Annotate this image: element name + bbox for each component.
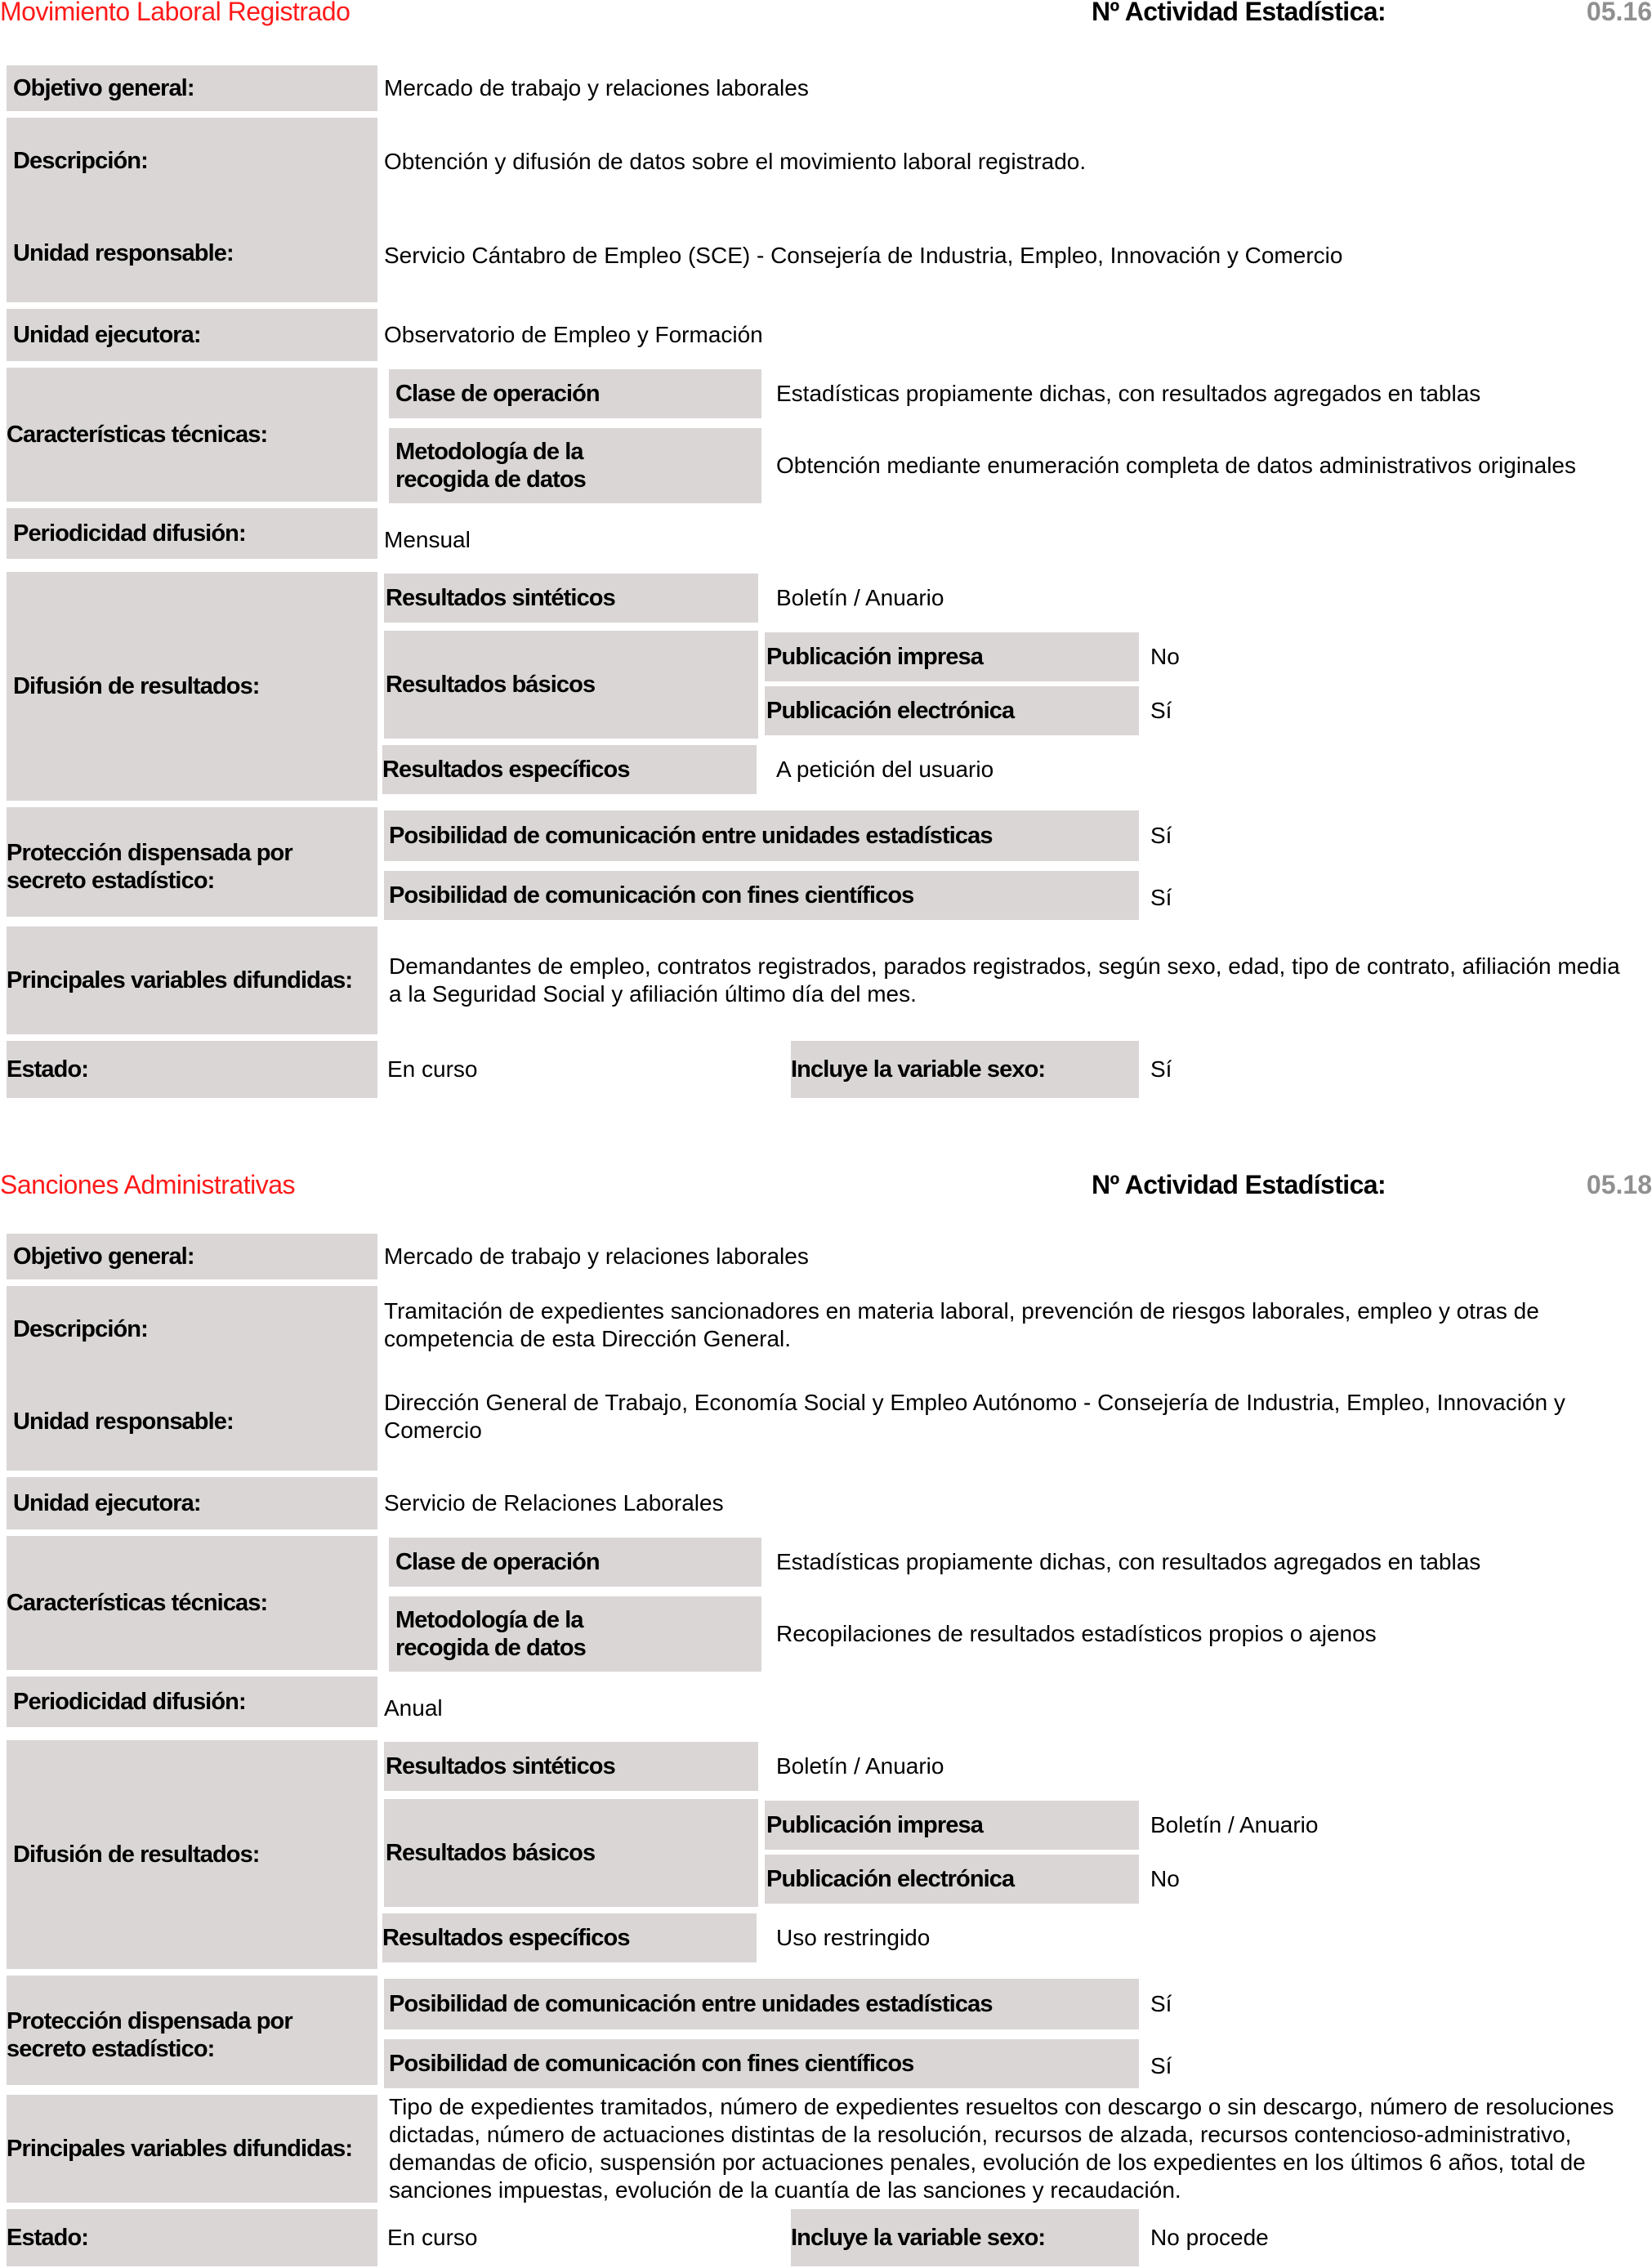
com-cientificos-label: Posibilidad de comunicación con fines científicos bbox=[384, 2039, 1139, 2088]
metodologia-label: Metodología de la recogida de datos bbox=[389, 1596, 761, 1672]
com-unidades-value: Sí bbox=[1150, 823, 1172, 848]
difusion-label: Difusión de resultados: bbox=[7, 572, 377, 801]
estado-label: Estado: bbox=[7, 2209, 377, 2266]
descripcion-value: Obtención y difusión de datos sobre el movimiento laboral registrado. bbox=[384, 149, 1087, 174]
activity-number: 05.16 bbox=[1586, 0, 1652, 26]
clase-operacion-value: Estadísticas propiamente dichas, con resultados agregados en tablas bbox=[776, 381, 1481, 406]
responsable-label: Unidad responsable: bbox=[7, 1373, 377, 1471]
estado-value: En curso bbox=[387, 1056, 478, 1082]
metodologia-value: Obtención mediante enumeración completa de datos administrativos originales bbox=[776, 453, 1576, 478]
responsable-label: Unidad responsable: bbox=[7, 204, 377, 302]
basicos-label: Resultados básicos bbox=[384, 1799, 758, 1907]
especificos-value: Uso restringido bbox=[776, 1925, 931, 1950]
variables-label: Principales variables difundidas: bbox=[7, 2095, 377, 2203]
metodologia-value: Recopilaciones de resultados estadísticos propios o ajenos bbox=[776, 1621, 1377, 1646]
activity-number-label: Nº Actividad Estadística: bbox=[1092, 1170, 1386, 1199]
com-cientificos-label: Posibilidad de comunicación con fines científicos bbox=[384, 871, 1139, 920]
difusion-label: Difusión de resultados: bbox=[7, 1740, 377, 1969]
sinteticos-value: Boletín / Anuario bbox=[776, 1753, 944, 1779]
descripcion-label: Descripción: bbox=[7, 1286, 377, 1373]
ejecutora-value: Observatorio de Empleo y Formación bbox=[384, 322, 763, 347]
impresa-label: Publicación impresa bbox=[765, 1801, 1139, 1850]
objetivo-label: Objetivo general: bbox=[7, 65, 377, 111]
electronica-label: Publicación electrónica bbox=[765, 686, 1139, 735]
activity-number-label: Nº Actividad Estadística: bbox=[1092, 0, 1386, 26]
proteccion-label: Protección dispensada por secreto estadístico: bbox=[7, 1976, 377, 2085]
com-unidades-label: Posibilidad de comunicación entre unidades estadísticas bbox=[384, 810, 1139, 861]
estado-label: Estado: bbox=[7, 1041, 377, 1098]
especificos-label: Resultados específicos bbox=[382, 1913, 757, 1962]
descripcion-value: Tramitación de expedientes sancionadores en materia laboral, prevención de riesgos laborales, empleo y otras de competencia de esta Dirección General. bbox=[384, 1298, 1539, 1351]
objetivo-label: Objetivo general: bbox=[7, 1234, 377, 1279]
ejecutora-label: Unidad ejecutora: bbox=[7, 1477, 377, 1529]
sexo-label: Incluye la variable sexo: bbox=[791, 2209, 1139, 2266]
basicos-label: Resultados básicos bbox=[384, 631, 758, 739]
proteccion-label: Protección dispensada por secreto estadístico: bbox=[7, 807, 377, 917]
record-sanciones-administrativas bbox=[0, 1168, 1652, 2268]
sexo-value: Sí bbox=[1150, 1056, 1172, 1082]
electronica-label: Publicación electrónica bbox=[765, 1855, 1139, 1904]
impresa-value: No bbox=[1150, 644, 1180, 669]
metodologia-label: Metodología de la recogida de datos bbox=[389, 428, 761, 503]
electronica-value: No bbox=[1150, 1866, 1180, 1891]
periodicidad-label: Periodicidad difusión: bbox=[7, 508, 377, 559]
com-cientificos-value: Sí bbox=[1150, 885, 1172, 910]
ejecutora-value: Servicio de Relaciones Laborales bbox=[384, 1490, 724, 1516]
periodicidad-value: Mensual bbox=[384, 527, 471, 552]
com-unidades-value: Sí bbox=[1150, 1991, 1172, 2016]
sexo-value: No procede bbox=[1150, 2225, 1269, 2250]
record-title: Movimiento Laboral Registrado bbox=[0, 0, 350, 26]
objetivo-value: Mercado de trabajo y relaciones laborales bbox=[384, 75, 809, 100]
variables-value: Tipo de expedientes tramitados, número de expedientes resueltos con descargo o sin descargo, número de resoluciones dictadas, número de actuaciones distintas de la resolución, recursos de alzada, recursos contencioso-administrativo, demandas de oficio, suspensión por actuaciones penales, evolución de los expedientes en los últimos 6 años, total de sanciones impuestas, evolución de la cuantía de las sanciones y recaudación. bbox=[389, 2094, 1614, 2203]
responsable-value: Dirección General de Trabajo, Economía Social y Empleo Autónomo - Consejería de Industria, Empleo, Innovación y Comercio bbox=[384, 1390, 1565, 1443]
caracteristicas-label: Características técnicas: bbox=[7, 368, 377, 502]
variables-label: Principales variables difundidas: bbox=[7, 926, 377, 1034]
sinteticos-value: Boletín / Anuario bbox=[776, 585, 944, 610]
sexo-label: Incluye la variable sexo: bbox=[791, 1041, 1139, 1098]
com-cientificos-value: Sí bbox=[1150, 2053, 1172, 2078]
impresa-value: Boletín / Anuario bbox=[1150, 1812, 1319, 1837]
estado-value: En curso bbox=[387, 2225, 478, 2250]
variables-value: Demandantes de empleo, contratos registrados, parados registrados, según sexo, edad, tipo de contrato, afiliación media a la Seguridad Social y afiliación último día del mes. bbox=[389, 953, 1620, 1007]
ejecutora-label: Unidad ejecutora: bbox=[7, 309, 377, 361]
clase-operacion-label: Clase de operación bbox=[389, 1538, 761, 1587]
impresa-label: Publicación impresa bbox=[765, 632, 1139, 681]
record-title: Sanciones Administrativas bbox=[0, 1170, 296, 1199]
clase-operacion-label: Clase de operación bbox=[389, 369, 761, 418]
sinteticos-label: Resultados sintéticos bbox=[384, 574, 758, 623]
record-movimiento-laboral bbox=[0, 0, 1652, 1103]
objetivo-value: Mercado de trabajo y relaciones laborales bbox=[384, 1243, 809, 1269]
com-unidades-label: Posibilidad de comunicación entre unidades estadísticas bbox=[384, 1979, 1139, 2029]
activity-number: 05.18 bbox=[1586, 1170, 1652, 1199]
caracteristicas-label: Características técnicas: bbox=[7, 1536, 377, 1670]
responsable-value: Servicio Cántabro de Empleo (SCE) - Consejería de Industria, Empleo, Innovación y Comercio bbox=[384, 243, 1343, 268]
descripcion-label: Descripción: bbox=[7, 118, 377, 204]
electronica-value: Sí bbox=[1150, 698, 1172, 723]
especificos-value: A petición del usuario bbox=[776, 757, 994, 782]
sinteticos-label: Resultados sintéticos bbox=[384, 1742, 758, 1791]
especificos-label: Resultados específicos bbox=[382, 745, 757, 794]
periodicidad-label: Periodicidad difusión: bbox=[7, 1676, 377, 1727]
clase-operacion-value: Estadísticas propiamente dichas, con resultados agregados en tablas bbox=[776, 1549, 1481, 1574]
periodicidad-value: Anual bbox=[384, 1695, 443, 1721]
